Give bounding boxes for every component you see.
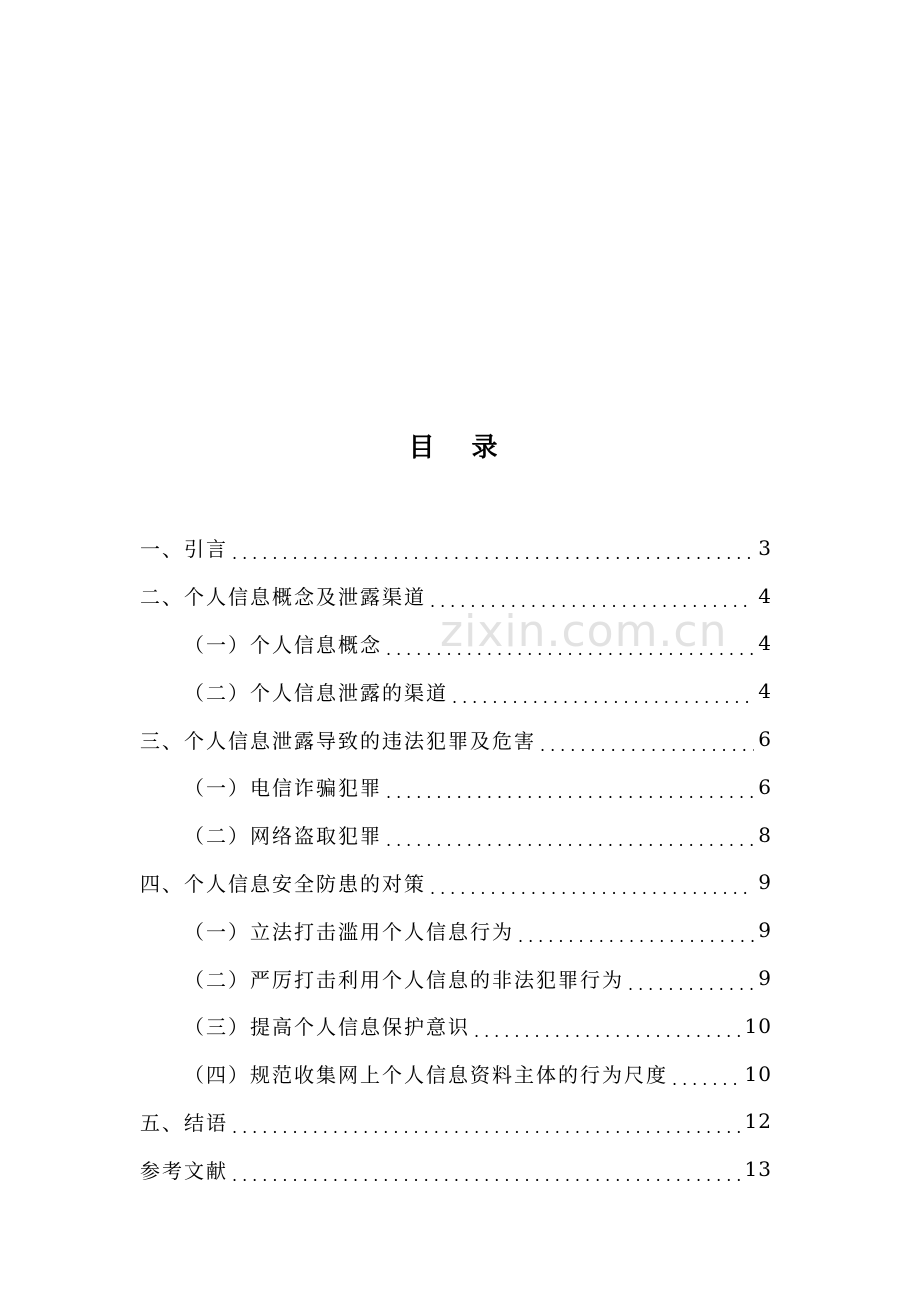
toc-entry-page-number: 6 <box>758 727 772 752</box>
dot-leader <box>540 736 754 755</box>
toc-entry-label: 一、引言 <box>140 537 228 562</box>
toc-entry[interactable] <box>140 906 772 954</box>
toc-entry-label: 五、结语 <box>140 1110 228 1135</box>
toc-entry[interactable] <box>140 1002 772 1050</box>
dot-leader <box>452 688 754 707</box>
toc-entry-page-number: 9 <box>758 966 772 991</box>
dot-leader <box>386 831 754 850</box>
toc-entry[interactable] <box>140 524 772 572</box>
toc-entry-label: 二、个人信息概念及泄露渠道 <box>140 585 426 610</box>
toc-entry-page-number: 4 <box>758 679 772 704</box>
toc-entry[interactable] <box>140 859 772 907</box>
dot-leader <box>518 927 754 946</box>
toc-entry-label: 四、个人信息安全防患的对策 <box>140 871 426 896</box>
page-title: 目 录 <box>408 433 512 463</box>
toc-entry-label: （二）严厉打击利用个人信息的非法犯罪行为 <box>184 967 624 992</box>
toc-entry-page-number: 4 <box>758 631 772 656</box>
toc-entry-page-number: 9 <box>758 870 772 895</box>
watermark: zixin.com.cn <box>440 606 728 657</box>
toc-entry-page-number: 10 <box>744 1061 772 1086</box>
toc-entry-page-number: 4 <box>758 583 772 608</box>
toc-entry-page-number: 13 <box>744 1157 772 1182</box>
dot-leader <box>430 879 754 898</box>
toc-entry[interactable] <box>140 811 772 859</box>
toc-entry-label: （四）规范收集网上个人信息资料主体的行为尺度 <box>184 1063 668 1088</box>
toc-entry-label: （二）个人信息泄露的渠道 <box>184 680 448 705</box>
toc-entry[interactable] <box>140 1050 772 1098</box>
toc-entry-label: 三、个人信息泄露导致的违法犯罪及危害 <box>140 728 536 753</box>
toc-entry-label: （二）网络盗取犯罪 <box>184 824 382 849</box>
toc-entry-label: （一）电信诈骗犯罪 <box>184 776 382 801</box>
toc-entry-label: （三）提高个人信息保护意识 <box>184 1015 470 1040</box>
toc-entry-page-number: 6 <box>758 774 772 799</box>
toc-entry-label: 参考文献 <box>140 1158 228 1183</box>
toc-entry-label: （一）立法打击滥用个人信息行为 <box>184 919 514 944</box>
toc-entry[interactable] <box>140 1145 772 1193</box>
dot-leader <box>232 1166 741 1185</box>
toc-entry-page-number: 9 <box>758 918 772 943</box>
dot-leader <box>232 1118 741 1137</box>
toc-entry[interactable] <box>140 763 772 811</box>
toc-entry[interactable] <box>140 954 772 1002</box>
dot-leader <box>232 544 754 563</box>
dot-leader <box>474 1022 741 1041</box>
dot-leader <box>628 975 754 994</box>
toc-entry-page-number: 8 <box>758 822 772 847</box>
toc-entry-page-number: 10 <box>744 1013 772 1038</box>
toc-entry[interactable] <box>140 715 772 763</box>
toc-entry-page-number: 3 <box>758 535 772 560</box>
toc-entry[interactable] <box>140 667 772 715</box>
toc-entry-page-number: 12 <box>744 1109 772 1134</box>
toc-entry-label: （一）个人信息概念 <box>184 632 382 657</box>
dot-leader <box>672 1070 741 1089</box>
toc-entry[interactable] <box>140 1098 772 1146</box>
dot-leader <box>386 783 754 802</box>
